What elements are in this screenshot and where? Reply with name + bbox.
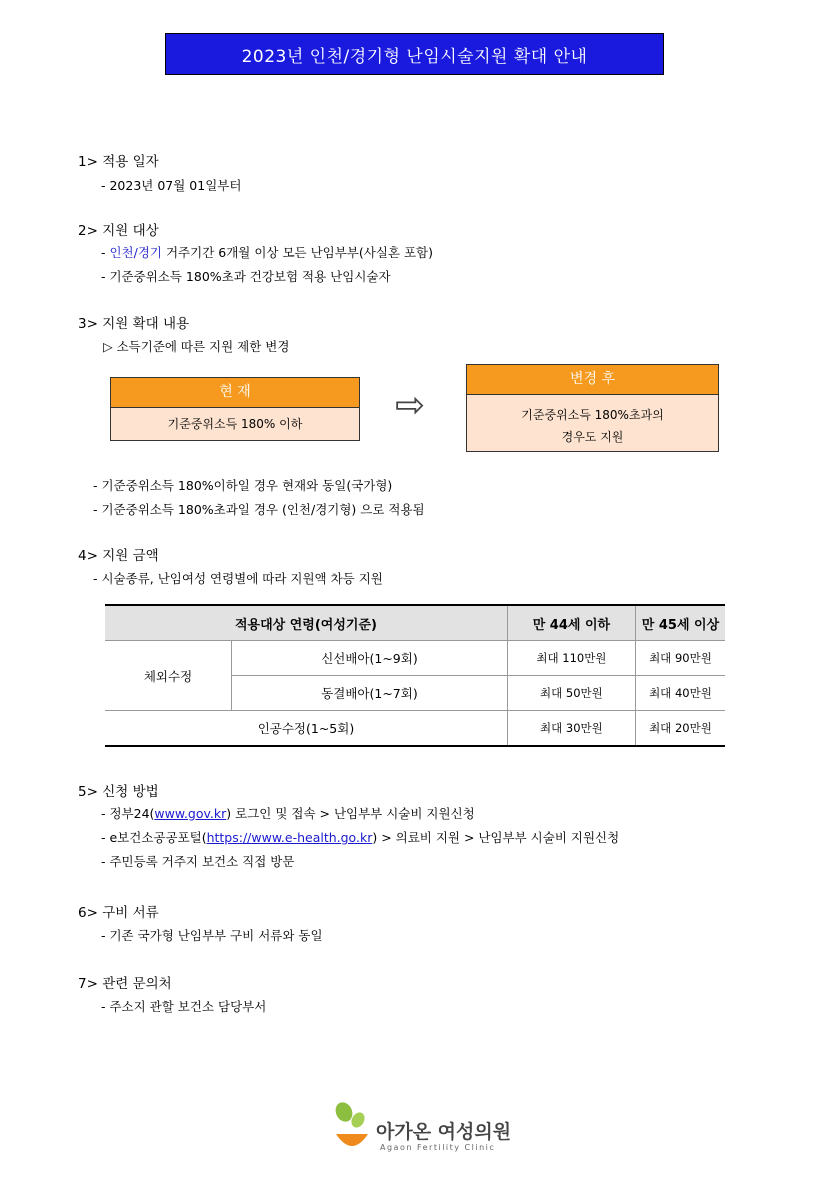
before-box-body: 기준중위소득 180% 이하 [167,417,303,431]
section-3-sub: ▷ 소득기준에 따른 지원 제한 변경 [103,339,290,354]
section-1-line: - 2023년 07월 01일부터 [101,178,242,193]
section-6-line: - 기존 국가형 난임부부 구비 서류와 동일 [101,928,323,943]
table-cell: 동결배아(1~7회) [232,676,508,711]
section-3-note-2: - 기준중위소득 180%초과일 경우 (인천/경기형) 으로 적용됨 [93,502,425,517]
table-cell: 최대 30만원 [507,711,635,747]
section-4-line: - 시술종류, 난임여성 연령별에 따라 지원액 차등 지원 [93,571,383,586]
before-box [110,377,360,441]
region-highlight: 인천/경기 [109,245,162,260]
section-4-heading: 4> 지원 금액 [78,548,159,564]
section-2-heading: 2> 지원 대상 [78,223,159,239]
section-5-line-3: - 주민등록 거주지 보건소 직접 방문 [101,854,295,869]
after-box-title: 변경 후 [467,365,718,395]
table-cell: 최대 40만원 [635,676,725,711]
section-2-line-2: - 기준중위소득 180%초과 건강보험 적용 난임시술자 [101,269,391,284]
table-row [105,711,725,747]
sprout-icon [330,1100,374,1156]
section-5-line-2: - e보건소공공포털(https://www.e-health.go.kr) > 의료비 지원 > 난임부부 시술비 지원신청 [101,830,620,845]
page-title: 2023년 인천/경기형 난임시술지원 확대 안내 [165,33,664,75]
table-cell: 최대 50만원 [507,676,635,711]
gov-link[interactable]: www.gov.kr [154,806,227,821]
table-header-under-44: 만 44세 이하 [507,605,635,641]
arrow-icon: ⇨ [395,385,426,426]
section-3-heading: 3> 지원 확대 내용 [78,316,190,332]
table-cell: 신선배아(1~9회) [232,641,508,676]
logo-subtitle: Agaon Fertility Clinic [380,1143,496,1152]
section-3-note-1: - 기준중위소득 180%이하일 경우 현재와 동일(국가형) [93,478,393,493]
section-2-line-1: - 인천/경기 거주기간 6개월 이상 모든 난임부부(사실혼 포함) [101,245,433,260]
table-header-age: 적용대상 연령(여성기준) [105,605,507,641]
table-row [105,641,725,676]
after-box [466,364,719,452]
logo-name: 아가온 여성의원 [376,1121,512,1143]
after-box-body-2: 경우도 지원 [561,430,624,444]
section-5-heading: 5> 신청 방법 [78,784,159,800]
table-cell: 최대 90만원 [635,641,725,676]
section-7-line: - 주소지 관할 보건소 담당부서 [101,999,267,1014]
table-cell: 최대 20만원 [635,711,725,747]
section-1-heading: 1> 적용 일자 [78,154,159,170]
table-cell: 최대 110만원 [507,641,635,676]
e-health-link[interactable]: https://www.e-health.go.kr [206,830,373,845]
section-5-line-1: - 정부24(www.gov.kr) 로그인 및 접속 > 난임부부 시술비 지원신청 [101,806,475,821]
table-cell: 인공수정(1~5회) [105,711,507,747]
section-7-heading: 7> 관련 문의처 [78,976,172,992]
section-6-heading: 6> 구비 서류 [78,905,159,921]
before-box-title: 현 재 [111,378,359,408]
table-header-row [105,605,725,641]
support-amount-table [105,604,725,747]
table-group-ivf: 체외수정 [105,641,232,711]
table-header-over-45: 만 45세 이상 [635,605,725,641]
after-box-body-1: 기준중위소득 180%초과의 [521,408,664,422]
